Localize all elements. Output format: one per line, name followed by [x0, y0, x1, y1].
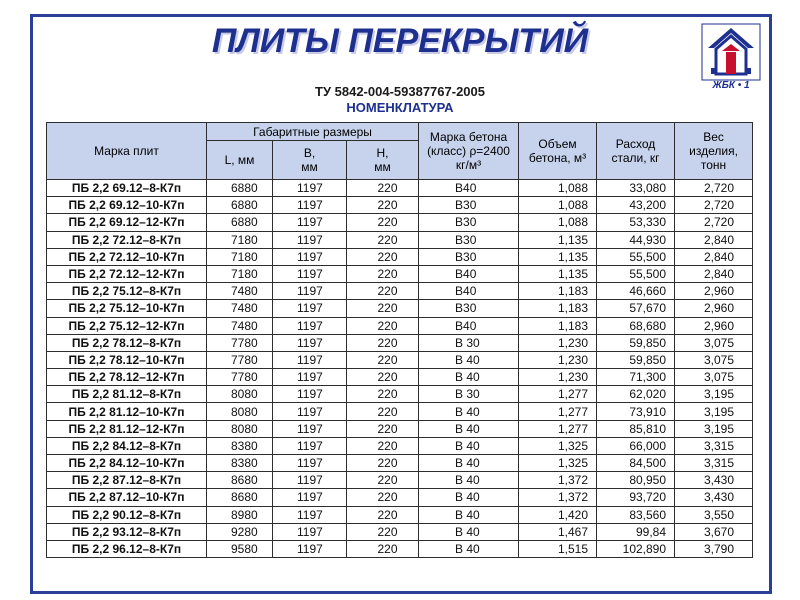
cell-width: 1197: [273, 455, 347, 472]
cell-length: 7180: [207, 265, 273, 282]
cell-weight: 3,315: [675, 455, 753, 472]
table-row: [47, 351, 753, 368]
header-concrete: Марка бетона (класс) ρ=2400 кг/м³: [419, 123, 519, 180]
cell-height: 220: [347, 506, 419, 523]
cell-steel: 66,000: [597, 437, 675, 454]
cell-length: 8080: [207, 386, 273, 403]
cell-width: 1197: [273, 403, 347, 420]
cell-width: 1197: [273, 248, 347, 265]
cell-height: 220: [347, 248, 419, 265]
table-row: [47, 334, 753, 351]
table-row: [47, 214, 753, 231]
cell-volume: 1,183: [519, 283, 597, 300]
cell-steel: 46,660: [597, 283, 675, 300]
spec-reference: ТУ 5842-004-59387767-2005: [315, 84, 485, 99]
cell-concrete-class: В 30: [419, 386, 519, 403]
cell-weight: 3,195: [675, 420, 753, 437]
cell-mark: ПБ 2,2 87.12–8-К7п: [47, 472, 207, 489]
cell-height: 220: [347, 420, 419, 437]
cell-weight: 2,840: [675, 231, 753, 248]
cell-weight: 3,670: [675, 523, 753, 540]
cell-width: 1197: [273, 180, 347, 197]
cell-length: 8380: [207, 437, 273, 454]
cell-width: 1197: [273, 369, 347, 386]
cell-mark: ПБ 2,2 78.12–8-К7п: [47, 334, 207, 351]
cell-weight: 3,315: [675, 437, 753, 454]
cell-steel: 62,020: [597, 386, 675, 403]
header-steel-label: Расход стали, кг: [611, 137, 660, 165]
cell-length: 7480: [207, 300, 273, 317]
cell-length: 7480: [207, 317, 273, 334]
cell-steel: 68,680: [597, 317, 675, 334]
cell-steel: 84,500: [597, 455, 675, 472]
cell-height: 220: [347, 351, 419, 368]
cell-mark: ПБ 2,2 75.12–12-К7п: [47, 317, 207, 334]
cell-concrete-class: В40: [419, 180, 519, 197]
section-subtitle: НОМЕНКЛАТУРА: [346, 100, 454, 115]
cell-height: 220: [347, 472, 419, 489]
cell-height: 220: [347, 403, 419, 420]
cell-volume: 1,230: [519, 351, 597, 368]
cell-mark: ПБ 2,2 75.12–10-К7п: [47, 300, 207, 317]
cell-length: 9280: [207, 523, 273, 540]
cell-weight: 3,075: [675, 334, 753, 351]
cell-length: 8380: [207, 455, 273, 472]
cell-volume: 1,088: [519, 214, 597, 231]
cell-length: 7780: [207, 351, 273, 368]
cell-length: 8680: [207, 489, 273, 506]
table-row: [47, 283, 753, 300]
cell-weight: 2,960: [675, 283, 753, 300]
cell-width: 1197: [273, 300, 347, 317]
cell-steel: 43,200: [597, 197, 675, 214]
header-weight-label: Вес изделия, тонн: [689, 130, 738, 172]
cell-width: 1197: [273, 489, 347, 506]
cell-mark: ПБ 2,2 78.12–10-К7п: [47, 351, 207, 368]
cell-mark: ПБ 2,2 72.12–8-К7п: [47, 231, 207, 248]
cell-length: 7780: [207, 369, 273, 386]
cell-weight: 3,430: [675, 472, 753, 489]
cell-concrete-class: В30: [419, 248, 519, 265]
cell-steel: 71,300: [597, 369, 675, 386]
cell-length: 8080: [207, 420, 273, 437]
cell-volume: 1,515: [519, 540, 597, 557]
cell-width: 1197: [273, 386, 347, 403]
cell-height: 220: [347, 369, 419, 386]
cell-weight: 3,075: [675, 369, 753, 386]
cell-length: 6880: [207, 180, 273, 197]
cell-width: 1197: [273, 231, 347, 248]
header-mark: [47, 123, 207, 180]
logo-caption: ЖБК • 1: [712, 80, 750, 91]
cell-mark: ПБ 2,2 81.12–10-К7п: [47, 403, 207, 420]
page-title: ПЛИТЫ ПЕРЕКРЫТИЙ: [211, 22, 589, 60]
table-row: [47, 472, 753, 489]
cell-mark: ПБ 2,2 78.12–12-К7п: [47, 369, 207, 386]
cell-mark: ПБ 2,2 93.12–8-К7п: [47, 523, 207, 540]
cell-weight: 2,960: [675, 300, 753, 317]
cell-volume: 1,135: [519, 265, 597, 282]
cell-steel: 44,930: [597, 231, 675, 248]
cell-length: 9580: [207, 540, 273, 557]
cell-height: 220: [347, 523, 419, 540]
header-mark-label: Марка плит: [94, 144, 159, 158]
cell-height: 220: [347, 317, 419, 334]
table-row: [47, 180, 753, 197]
cell-steel: 33,080: [597, 180, 675, 197]
cell-width: 1197: [273, 197, 347, 214]
cell-length: 7180: [207, 248, 273, 265]
cell-volume: 1,183: [519, 317, 597, 334]
cell-weight: 3,790: [675, 540, 753, 557]
header-length-label: L, мм: [224, 153, 255, 167]
cell-volume: 1,088: [519, 197, 597, 214]
cell-length: 7780: [207, 334, 273, 351]
cell-length: 8980: [207, 506, 273, 523]
cell-concrete-class: В30: [419, 214, 519, 231]
table-row: [47, 300, 753, 317]
cell-height: 220: [347, 231, 419, 248]
cell-steel: 55,500: [597, 265, 675, 282]
table-row: [47, 489, 753, 506]
cell-steel: 83,560: [597, 506, 675, 523]
cell-mark: ПБ 2,2 75.12–8-К7п: [47, 283, 207, 300]
cell-volume: 1,277: [519, 403, 597, 420]
cell-volume: 1,135: [519, 231, 597, 248]
header-height: [347, 141, 419, 180]
cell-width: 1197: [273, 317, 347, 334]
cell-mark: ПБ 2,2 72.12–10-К7п: [47, 248, 207, 265]
cell-steel: 55,500: [597, 248, 675, 265]
cell-mark: ПБ 2,2 69.12–8-К7п: [47, 180, 207, 197]
cell-mark: ПБ 2,2 81.12–8-К7п: [47, 386, 207, 403]
cell-height: 220: [347, 300, 419, 317]
table-row: [47, 197, 753, 214]
cell-height: 220: [347, 540, 419, 557]
header-width: [273, 141, 347, 180]
cell-weight: 2,960: [675, 317, 753, 334]
cell-height: 220: [347, 214, 419, 231]
table-row: [47, 265, 753, 282]
cell-concrete-class: В 40: [419, 540, 519, 557]
cell-length: 7180: [207, 231, 273, 248]
cell-height: 220: [347, 489, 419, 506]
cell-steel: 57,670: [597, 300, 675, 317]
header-volume: [519, 123, 597, 180]
cell-volume: 1,467: [519, 523, 597, 540]
cell-weight: 3,195: [675, 386, 753, 403]
cell-length: 6880: [207, 214, 273, 231]
cell-length: 7480: [207, 283, 273, 300]
cell-mark: ПБ 2,2 87.12–10-К7п: [47, 489, 207, 506]
cell-width: 1197: [273, 506, 347, 523]
cell-concrete-class: В 40: [419, 472, 519, 489]
cell-width: 1197: [273, 283, 347, 300]
table-row: [47, 386, 753, 403]
cell-width: 1197: [273, 472, 347, 489]
cell-width: 1197: [273, 540, 347, 557]
cell-concrete-class: В40: [419, 283, 519, 300]
cell-width: 1197: [273, 214, 347, 231]
cell-concrete-class: В40: [419, 317, 519, 334]
table-row: [47, 437, 753, 454]
cell-steel: 85,810: [597, 420, 675, 437]
cell-volume: 1,372: [519, 489, 597, 506]
cell-height: 220: [347, 437, 419, 454]
cell-concrete-class: В 40: [419, 420, 519, 437]
table-row: [47, 369, 753, 386]
cell-height: 220: [347, 386, 419, 403]
cell-length: 6880: [207, 197, 273, 214]
cell-volume: 1,325: [519, 437, 597, 454]
cell-steel: 59,850: [597, 334, 675, 351]
cell-width: 1197: [273, 334, 347, 351]
table-row: [47, 317, 753, 334]
cell-length: 8680: [207, 472, 273, 489]
table-row: [47, 248, 753, 265]
cell-concrete-class: В 40: [419, 437, 519, 454]
cell-volume: 1,230: [519, 334, 597, 351]
cell-steel: 80,950: [597, 472, 675, 489]
cell-steel: 53,330: [597, 214, 675, 231]
cell-steel: 59,850: [597, 351, 675, 368]
cell-weight: 3,075: [675, 351, 753, 368]
table-row: [47, 523, 753, 540]
cell-concrete-class: В 40: [419, 351, 519, 368]
cell-width: 1197: [273, 420, 347, 437]
cell-volume: 1,183: [519, 300, 597, 317]
cell-volume: 1,088: [519, 180, 597, 197]
header-weight: [675, 123, 753, 180]
header-steel: [597, 123, 675, 180]
cell-concrete-class: В30: [419, 300, 519, 317]
cell-mark: ПБ 2,2 84.12–10-К7п: [47, 455, 207, 472]
cell-height: 220: [347, 455, 419, 472]
cell-length: 8080: [207, 403, 273, 420]
cell-concrete-class: В 40: [419, 489, 519, 506]
cell-weight: 2,840: [675, 248, 753, 265]
cell-mark: ПБ 2,2 81.12–12-К7п: [47, 420, 207, 437]
cell-mark: ПБ 2,2 84.12–8-К7п: [47, 437, 207, 454]
cell-concrete-class: В30: [419, 231, 519, 248]
cell-volume: 1,277: [519, 420, 597, 437]
header-height-label: H, мм: [374, 146, 391, 174]
cell-mark: ПБ 2,2 90.12–8-К7п: [47, 506, 207, 523]
cell-volume: 1,277: [519, 386, 597, 403]
cell-height: 220: [347, 197, 419, 214]
cell-weight: 3,430: [675, 489, 753, 506]
cell-height: 220: [347, 334, 419, 351]
cell-weight: 2,720: [675, 180, 753, 197]
cell-weight: 2,720: [675, 214, 753, 231]
table-row: [47, 420, 753, 437]
cell-concrete-class: В 30: [419, 334, 519, 351]
cell-volume: 1,372: [519, 472, 597, 489]
cell-weight: 2,840: [675, 265, 753, 282]
cell-height: 220: [347, 283, 419, 300]
cell-width: 1197: [273, 437, 347, 454]
cell-concrete-class: В 40: [419, 369, 519, 386]
cell-steel: 99,84: [597, 523, 675, 540]
cell-weight: 3,195: [675, 403, 753, 420]
cell-weight: 3,550: [675, 506, 753, 523]
cell-mark: ПБ 2,2 72.12–12-К7п: [47, 265, 207, 282]
table-row: [47, 506, 753, 523]
cell-concrete-class: В 40: [419, 403, 519, 420]
cell-width: 1197: [273, 351, 347, 368]
cell-volume: 1,135: [519, 248, 597, 265]
cell-concrete-class: В 40: [419, 523, 519, 540]
cell-mark: ПБ 2,2 69.12–12-К7п: [47, 214, 207, 231]
cell-concrete-class: В 40: [419, 506, 519, 523]
header-dimensions: Габаритные размеры: [207, 123, 419, 141]
cell-steel: 93,720: [597, 489, 675, 506]
header-volume-label: Объем бетона, м³: [528, 137, 587, 165]
cell-volume: 1,420: [519, 506, 597, 523]
cell-concrete-class: В40: [419, 265, 519, 282]
cell-volume: 1,325: [519, 455, 597, 472]
cell-volume: 1,230: [519, 369, 597, 386]
table-row: [47, 403, 753, 420]
cell-width: 1197: [273, 523, 347, 540]
cell-concrete-class: В 40: [419, 455, 519, 472]
nomenclature-table: [46, 122, 753, 558]
cell-width: 1197: [273, 265, 347, 282]
table-row: [47, 540, 753, 557]
cell-weight: 2,720: [675, 197, 753, 214]
table-row: [47, 231, 753, 248]
cell-concrete-class: В30: [419, 197, 519, 214]
cell-height: 220: [347, 180, 419, 197]
cell-mark: ПБ 2,2 69.12–10-К7п: [47, 197, 207, 214]
table-row: [47, 455, 753, 472]
header-width-label: B, мм: [301, 146, 318, 174]
cell-steel: 73,910: [597, 403, 675, 420]
cell-steel: 102,890: [597, 540, 675, 557]
header-length: [207, 141, 273, 180]
cell-height: 220: [347, 265, 419, 282]
cell-mark: ПБ 2,2 96.12–8-К7п: [47, 540, 207, 557]
